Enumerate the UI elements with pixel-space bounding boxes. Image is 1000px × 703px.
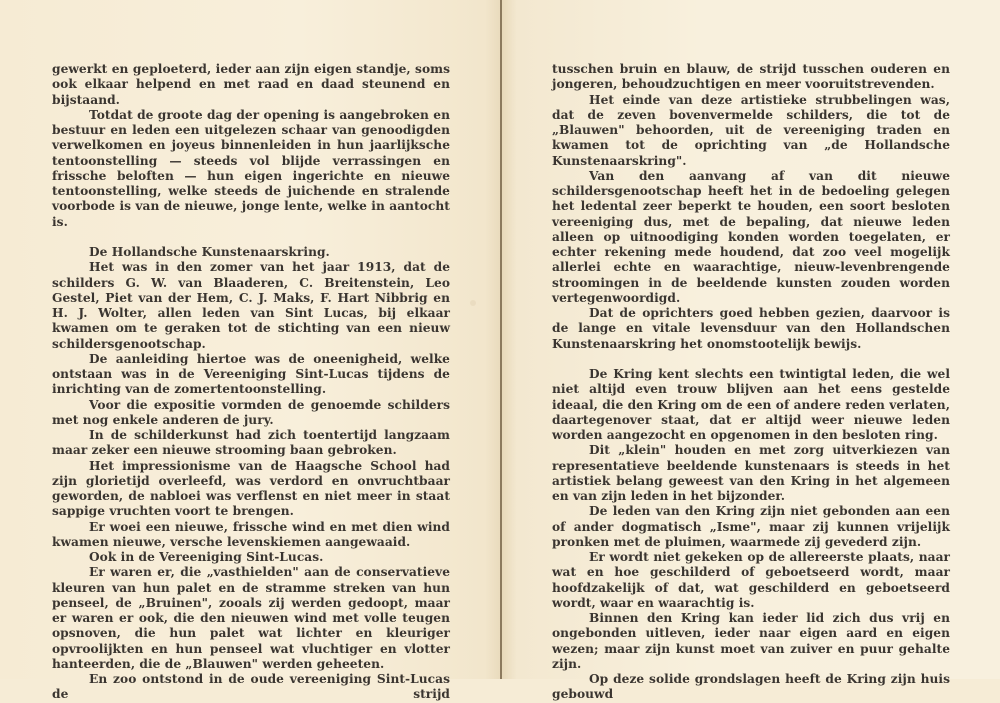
paragraph: Ook in de Vereeniging Sint-Lucas. (89, 550, 324, 564)
paragraph: Totdat de groote dag der opening is aangebroken en bestuur en leden een uitgelezen schaar van genoodigden verwelkomen en joyeus binnenleiden in hun jaarlijksche tentoonstelling — steeds vol blijde verrassingen en frissche beloften — hun eigen ingerichte en nieuwe tentoonstelling, welke steeds de juichende en stralende voorbode is van de nieuwe, jonge lente, welke in aantocht is. (52, 107, 450, 229)
paragraph: Dat de oprichters goed hebben gezien, daarvoor is de lange en vitale levensduur van den Hollandschen Kunstenaarskring het onomstootelijk bewijs. (552, 306, 950, 351)
paragraph: In de schilderkunst had zich toentertijd langzaam maar zeker een nieuwe strooming baan gebroken. (52, 428, 450, 458)
right-page-text (552, 62, 950, 703)
left-page (0, 0, 500, 702)
paragraph-runon: Op deze solide grondslagen heeft de Kring zijn huis gebouwd (552, 672, 950, 702)
left-page-text (52, 62, 450, 703)
paragraph: Er waren er, die „vasthielden" aan de conservatieve kleuren van hun palet en de stramme streken van hun penseel, de „Bruinen", zooals zij werden gedoopt, maar er waren er ook, die den nieuwen wind met volle teugen opsnoven, die hun palet wat lichter en kleuriger opvroolijkten en hun penseel wat vluchtiger en vlotter hanteerden, die de „Blauwen" werden geheeten. (52, 565, 450, 671)
paragraph: Dit „klein" houden en met zorg uitverkiezen van representatieve beeldende kunstenaars is steeds in het artistiek belang geweest van den Kring in het algemeen en van zijn leden in het bijzonder. (552, 443, 950, 503)
paragraph: Er woei een nieuwe, frissche wind en met dien wind kwamen nieuwe, versche levenskiemen aangewaaid. (52, 519, 450, 549)
paragraph: De leden van den Kring zijn niet gebonden aan een of ander dogmatisch „Isme", maar zij kunnen vrijelijk pronken met de pluimen, waarmede zij gevederd zijn. (552, 504, 950, 549)
paragraph: Voor die expositie vormden de genoemde schilders met nog enkele anderen de jury. (52, 397, 450, 427)
paragraph: Het was in den zomer van het jaar 1913, dat de schilders G. W. van Blaaderen, C. Breitenstein, Leo Gestel, Piet van der Hem, C. J. Maks, F. Hart Nibbrig en H. J. Wolter, allen leden van Sint Lucas, bij elkaar kwamen om te geraken tot de stichting van een nieuw schildersgenootschap. (52, 260, 450, 351)
paper-speck (470, 300, 476, 306)
paragraph: Binnen den Kring kan ieder lid zich dus vrij en ongebonden uitleven, ieder naar eigen aard en eigen wezen; maar zijn kunst moet van zuiver en puur gehalte zijn. (552, 611, 950, 671)
paragraph: Van den aanvang af van dit nieuwe schildersgenootschap heeft het in de bedoeling gelegen het ledental zeer beperkt te houden, een soort besloten vereeniging dus, met de bepaling, dat nieuwe leden alleen op uitnoodiging konden worden toegelaten, er echter rekening mede houdend, dat zoo veel mogelijk allerlei echte en waarachtige, nieuw-levenbrengende stroomingen in de beeldende kunsten zouden worden vertegenwoordigd. (552, 168, 950, 305)
paragraph: Er wordt niet gekeken op de allereerste plaats, naar wat en hoe geschilderd of geboetseerd wordt, maar hoofdzakelijk of dat, wat geschilderd en geboetseerd wordt, waar en waarachtig is. (552, 550, 950, 610)
paragraph: Het einde van deze artistieke strubbelingen was, dat de zeven bovenvermelde schilders, die tot de „Blauwen" behoorden, uit de vereeniging traden en kwamen tot de oprichting van „de Hollandsche Kunstenaarskring". (552, 92, 950, 168)
paragraph: De Kring kent slechts een twintigtal leden, die wel niet altijd even trouw blijven aan het eens gestelde ideaal, die den Kring om de een of andere reden verlaten, daartegenover staat, dat er altijd weer nieuwe leden worden aangezocht en opgenomen in den besloten ring. (552, 367, 950, 442)
paragraph: Het impressionisme van de Haagsche School had zijn glorietijd overleefd, was verdord en onvruchtbaar geworden, de nabloei was verflenst en niet meer in staat sappige vruchten voort te brengen. (52, 458, 450, 519)
paragraph-runon: En zoo ontstond in de oude vereeniging Sint-Lucas de strijd (52, 672, 450, 702)
paragraph: De aanleiding hiertoe was de oneenigheid, welke ontstaan was in de Vereeniging Sint-Lucas tijdens de inrichting van de zomertentoonstelling. (52, 351, 450, 397)
paragraph: tusschen bruin en blauw, de strijd tusschen ouderen en jongeren, behoudzuchtigen en meer vooruitstrevenden. (552, 62, 950, 92)
section-heading: De Hollandsche Kunstenaarskring. (89, 245, 330, 259)
right-page (502, 0, 1000, 702)
paragraph: gewerkt en geploeterd, ieder aan zijn eigen standje, soms ook elkaar helpend en met raad en daad steunend en bijstaand. (52, 62, 450, 107)
